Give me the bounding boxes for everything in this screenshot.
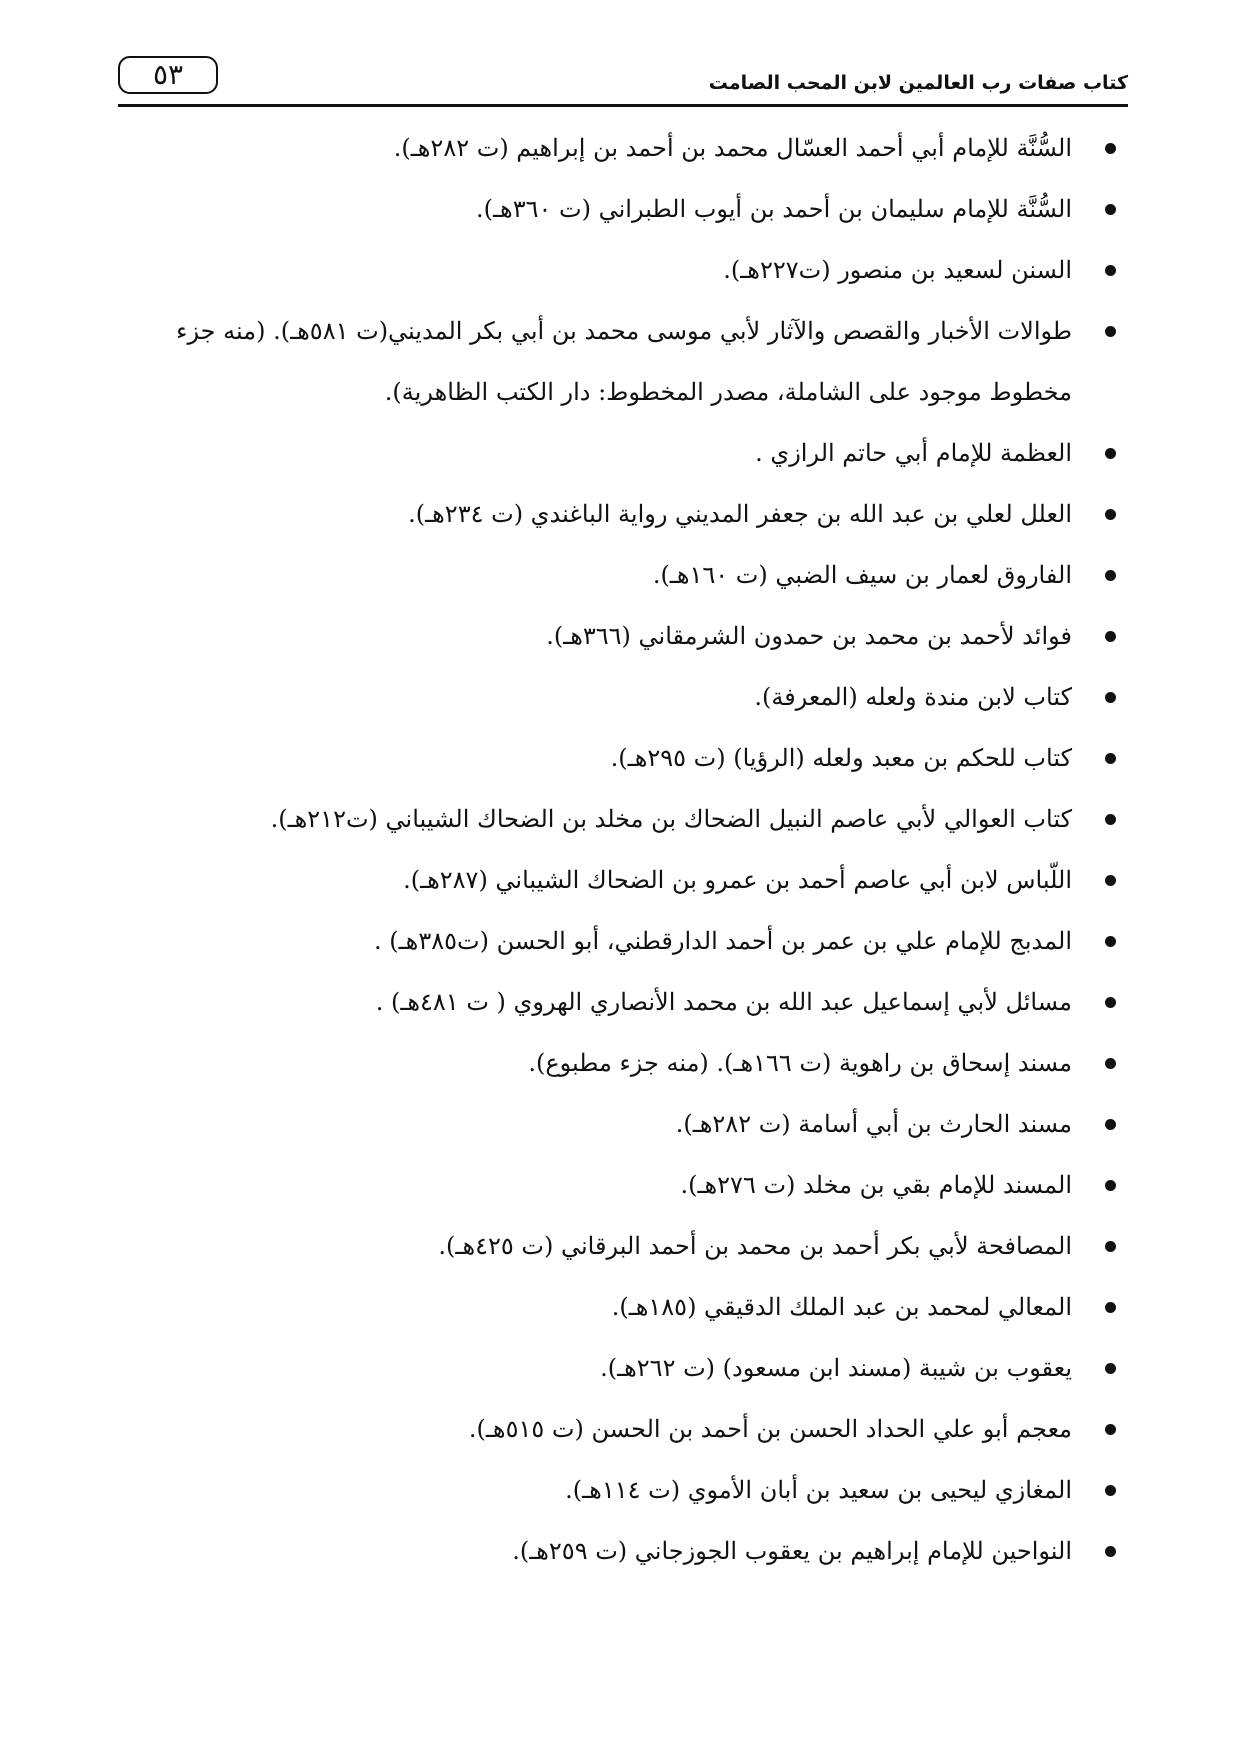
list-item-text: المعالي لمحمد بن عبد الملك الدقيقي (١٨٥هـ).	[611, 1293, 1072, 1321]
list-item	[118, 1460, 1128, 1521]
bullet-icon	[1105, 570, 1116, 581]
list-item	[118, 1338, 1128, 1399]
list-item-text: كتاب لابن مندة ولعله (المعرفة).	[754, 683, 1072, 711]
list-item	[118, 1521, 1128, 1582]
list-item-text: مسند الحارث بن أبي أسامة (ت ٢٨٢هـ).	[675, 1110, 1072, 1138]
bibliography-list	[118, 118, 1128, 1582]
list-item	[118, 118, 1128, 179]
list-item-text: الفاروق لعمار بن سيف الضبي (ت ١٦٠هـ).	[652, 561, 1072, 589]
list-item-text: يعقوب بن شيبة (مسند ابن مسعود) (ت ٢٦٢هـ).	[600, 1354, 1072, 1382]
list-item-text: النواحين للإمام إبراهيم بن يعقوب الجوزجاني (ت ٢٥٩هـ).	[512, 1537, 1072, 1565]
list-item-text: كتاب للحكم بن معبد ولعله (الرؤيا) (ت ٢٩٥هـ).	[610, 744, 1072, 772]
bullet-icon	[1105, 265, 1116, 276]
bullet-icon	[1105, 1363, 1116, 1374]
list-item	[118, 240, 1128, 301]
bullet-icon	[1105, 204, 1116, 215]
list-item	[118, 179, 1128, 240]
running-title: كتاب صفات رب العالمين لابن المحب الصامت	[708, 72, 1128, 94]
header-rule	[118, 104, 1128, 107]
page-header	[118, 56, 1128, 110]
bullet-icon	[1105, 1180, 1116, 1191]
bullet-icon	[1105, 1546, 1116, 1557]
bullet-icon	[1105, 326, 1116, 337]
bullet-icon	[1105, 631, 1116, 642]
bullet-icon	[1105, 1302, 1116, 1313]
list-item	[118, 484, 1128, 545]
bullet-icon	[1105, 875, 1116, 886]
list-item	[118, 1216, 1128, 1277]
list-item-text: العلل لعلي بن عبد الله بن جعفر المديني رواية الباغندي (ت ٢٣٤هـ).	[408, 500, 1072, 528]
list-item	[118, 1399, 1128, 1460]
list-item-text: اللّباس لابن أبي عاصم أحمد بن عمرو بن الضحاك الشيباني (٢٨٧هـ).	[403, 866, 1072, 894]
list-item	[118, 728, 1128, 789]
list-item-text: السنن لسعيد بن منصور (ت٢٢٧هـ).	[723, 256, 1072, 284]
bullet-icon	[1105, 936, 1116, 947]
list-item-text: المصافحة لأبي بكر أحمد بن محمد بن أحمد البرقاني (ت ٤٢٥هـ).	[438, 1232, 1072, 1260]
list-item-text: المغازي ليحيى بن سعيد بن أبان الأموي (ت ١١٤هـ).	[565, 1476, 1072, 1504]
list-item	[118, 1155, 1128, 1216]
bullet-icon	[1105, 1058, 1116, 1069]
page-number: ٥٣	[118, 56, 218, 94]
list-item-text: كتاب العوالي لأبي عاصم النبيل الضحاك بن مخلد بن الضحاك الشيباني (ت٢١٢هـ).	[270, 805, 1072, 833]
list-item	[118, 850, 1128, 911]
list-item	[118, 667, 1128, 728]
list-item	[118, 545, 1128, 606]
list-item-text: المسند للإمام بقي بن مخلد (ت ٢٧٦هـ).	[680, 1171, 1072, 1199]
list-item-text: مسائل لأبي إسماعيل عبد الله بن محمد الأنصاري الهروي ( ت ٤٨١هـ) .	[375, 988, 1072, 1016]
list-item-text: مسند إسحاق بن راهوية (ت ١٦٦هـ). (منه جزء مطبوع).	[528, 1049, 1072, 1077]
bullet-icon	[1105, 1485, 1116, 1496]
list-item-text: السُّنَّة للإمام أبي أحمد العسّال محمد بن أحمد بن إبراهيم (ت ٢٨٢هـ).	[393, 134, 1072, 162]
list-item	[118, 789, 1128, 850]
list-item	[118, 1277, 1128, 1338]
list-item	[118, 1094, 1128, 1155]
list-item-text: المدبج للإمام علي بن عمر بن أحمد الدارقطني، أبو الحسن (ت٣٨٥هـ) .	[374, 927, 1072, 955]
bullet-icon	[1105, 997, 1116, 1008]
list-item	[118, 301, 1128, 423]
list-item	[118, 911, 1128, 972]
list-item	[118, 606, 1128, 667]
list-item	[118, 423, 1128, 484]
list-item-text: طوالات الأخبار والقصص والآثار لأبي موسى محمد بن أبي بكر المديني(ت ٥٨١هـ). (منه جزء مخطوط موجود على الشاملة، مصدر المخطوط: دار الكتب الظاهرية).	[176, 317, 1072, 406]
bullet-icon	[1105, 753, 1116, 764]
list-item-text: معجم أبو علي الحداد الحسن بن أحمد بن الحسن (ت ٥١٥هـ).	[468, 1415, 1072, 1443]
list-item-text: العظمة للإمام أبي حاتم الرازي .	[755, 439, 1072, 467]
bullet-icon	[1105, 1424, 1116, 1435]
list-item-text: السُّنَّة للإمام سليمان بن أحمد بن أيوب الطبراني (ت ٣٦٠هـ).	[476, 195, 1072, 223]
list-item-text: فوائد لأحمد بن محمد بن حمدون الشرمقاني (٣٦٦هـ).	[546, 622, 1072, 650]
bullet-icon	[1105, 1241, 1116, 1252]
bullet-icon	[1105, 692, 1116, 703]
bullet-icon	[1105, 143, 1116, 154]
bullet-icon	[1105, 448, 1116, 459]
bullet-icon	[1105, 1119, 1116, 1130]
bullet-icon	[1105, 509, 1116, 520]
list-item	[118, 1033, 1128, 1094]
bullet-icon	[1105, 814, 1116, 825]
list-item	[118, 972, 1128, 1033]
